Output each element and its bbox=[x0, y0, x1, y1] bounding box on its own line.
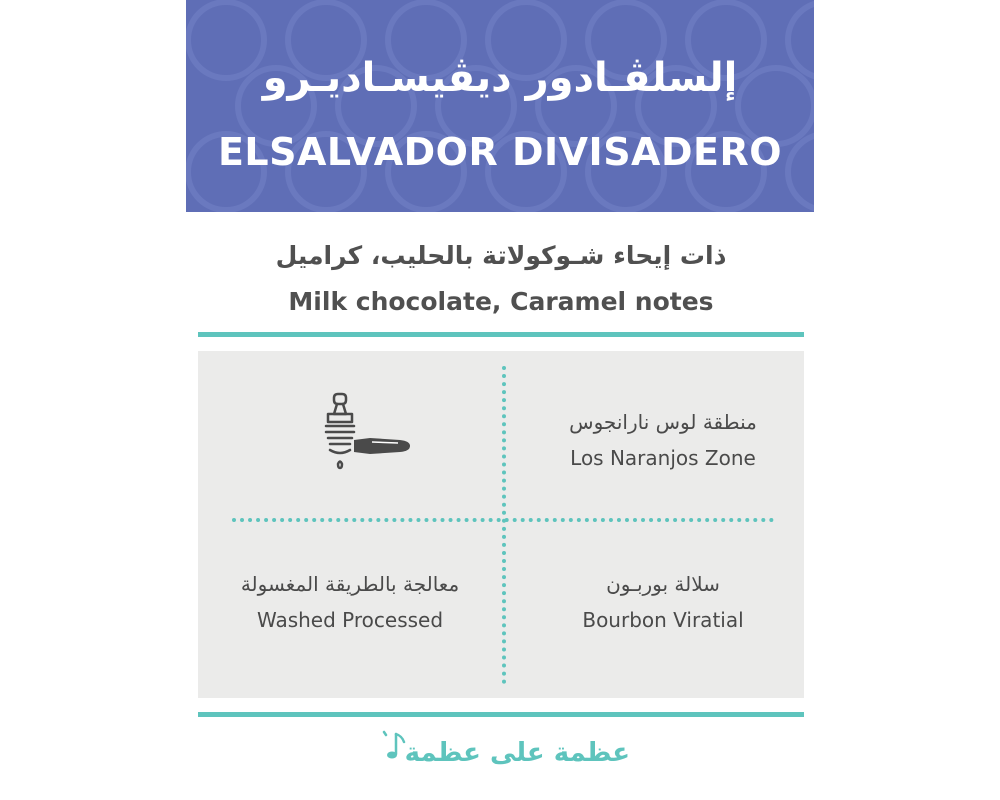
bottom-divider bbox=[198, 712, 804, 717]
footer-tagline: عظمة على عظمة bbox=[404, 738, 630, 768]
region-cell bbox=[513, 404, 813, 476]
tasting-notes-arabic: ذات إيحاء شـوكولاتة بالحليب، كراميل bbox=[275, 241, 727, 270]
tasting-notes-english: Milk chocolate, Caramel notes bbox=[288, 287, 714, 316]
variety-cell bbox=[513, 566, 813, 638]
decorative-pattern bbox=[186, 0, 814, 212]
variety-english: Bourbon Viratial bbox=[582, 608, 744, 632]
process-arabic: معالجة بالطريقة المغسولة bbox=[240, 572, 460, 596]
coffee-name-english: ELSALVADOR DIVISADERO bbox=[217, 130, 783, 174]
espresso-portafilter-icon bbox=[312, 392, 416, 484]
variety-arabic: سلالة بوربـون bbox=[606, 572, 720, 596]
process-cell bbox=[200, 566, 500, 638]
region-english: Los Naranjos Zone bbox=[570, 446, 756, 470]
footer bbox=[370, 728, 630, 778]
top-divider bbox=[198, 332, 804, 337]
coffee-name-arabic: إلسلڤـادور ديڤيسـاديـرو bbox=[262, 55, 738, 101]
header-banner bbox=[186, 0, 814, 212]
process-english: Washed Processed bbox=[256, 608, 444, 632]
vertical-dotted-divider bbox=[502, 366, 506, 684]
horizontal-dotted-divider bbox=[232, 518, 774, 522]
region-arabic: منطقة لوس نارانجوس bbox=[569, 410, 757, 434]
